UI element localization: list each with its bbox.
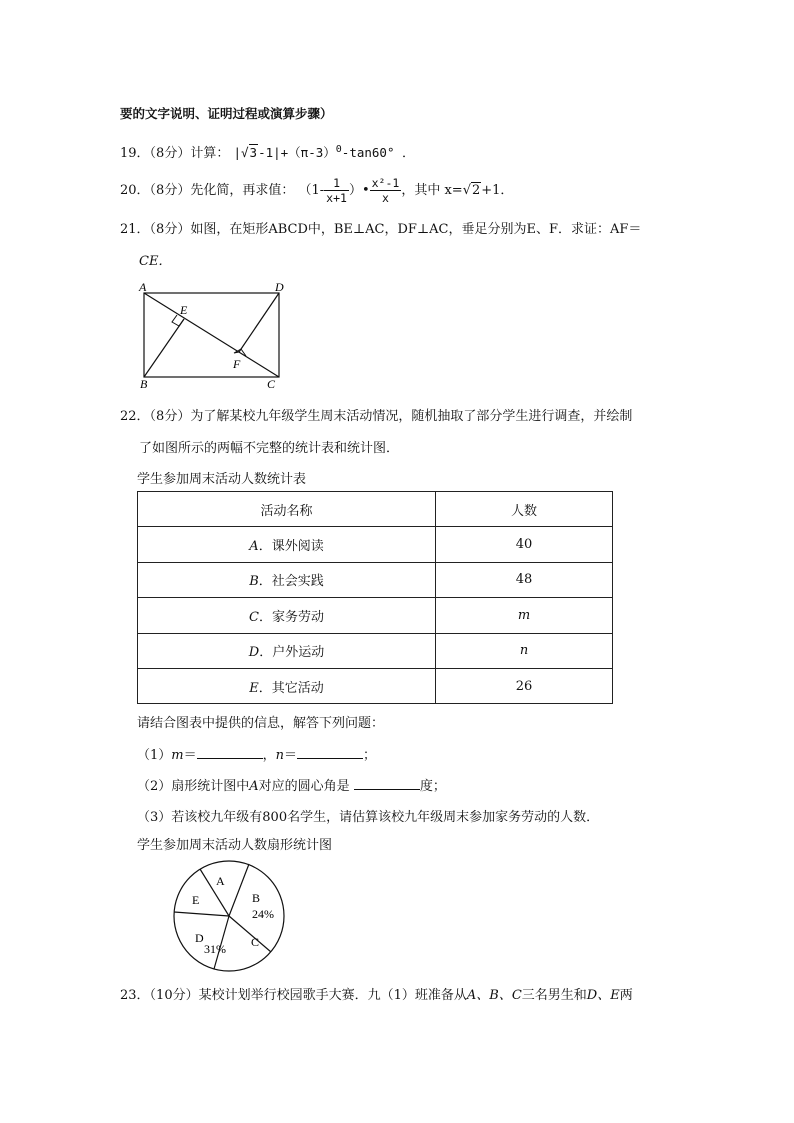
table-header-row: 活动名称 人数 (138, 492, 613, 527)
label-D: D (275, 280, 284, 294)
question-20: 20．（8分）先化简，再求值： （1- $\frac{1}{x+1}$ ）• $\frac{\text{x²-1}}{x}$ ，其中 x=√2+1． (120, 176, 514, 205)
table-row: E．其它活动 26 (138, 668, 613, 703)
answer-blank-angle[interactable] (354, 777, 420, 790)
rectangle-diagram (130, 278, 295, 393)
question-19: 19．（8分）计算： $|√3-1|+(\pi-3)^0-\tan 60^\circ$ ． (120, 143, 416, 161)
question-21-cont: CE． (139, 254, 172, 269)
label-E: E (180, 303, 188, 317)
question-22-cont: 了如图所示的两幅不完整的统计表和统计图． (139, 441, 400, 456)
question-23: 23．（10分）某校计划举行校园歌手大赛．九（1）班准备从A、B、C三名男生和D、E两 (120, 988, 633, 1003)
label-A: A (139, 280, 147, 294)
pie-label-D-pct: 31% (204, 942, 226, 956)
table-title: 学生参加周末活动人数统计表 (137, 472, 307, 487)
pie-label-C: C (251, 935, 260, 949)
table-row: C．家务劳动 m (138, 598, 613, 633)
question-22: 22．（8分）为了解某校九年级学生周末活动情况，随机抽取了部分学生进行调查，并绘制 (120, 409, 633, 424)
pie-label-A: A (216, 874, 225, 888)
section-instruction: 要的文字说明、证明过程或演算步骤） (120, 106, 333, 121)
answer-blank-n[interactable] (297, 746, 363, 759)
q22-sub1: （1）m＝ ，n＝ ； (137, 748, 377, 763)
pie-label-B: B (252, 891, 261, 905)
question-21: 21．（8分）如图，在矩形ABCD中，BE⊥AC，DF⊥AC，垂足分别为E、F．求证：AF＝ (120, 222, 642, 237)
pie-chart (170, 860, 290, 975)
label-C: C (267, 377, 276, 391)
label-B: B (140, 377, 148, 391)
pie-label-B-pct: 24% (252, 907, 274, 921)
label-F: F (233, 357, 241, 371)
pie-label-D: D (195, 931, 204, 945)
pie-label-E: E (192, 893, 200, 907)
q22-sub3: （3）若该校九年级有800名学生，请估算该校九年级周末参加家务劳动的人数． (137, 810, 600, 825)
table-row: A．课外阅读 40 (138, 527, 613, 562)
q22-sub2: （2）扇形统计图中A对应的圆心角是 度； (137, 779, 446, 794)
table-row: D．户外运动 n (138, 633, 613, 668)
q22-intro: 请结合图表中提供的信息，解答下列问题： (137, 716, 385, 731)
table-row: B．社会实践 48 (138, 562, 613, 597)
pie-title: 学生参加周末活动人数扇形统计图 (137, 838, 333, 853)
answer-blank-m[interactable] (197, 746, 263, 759)
activity-table (137, 491, 613, 704)
q19-expression: $|√3-1|+(\pi-3)^0-\tan 60^\circ$ (233, 143, 395, 160)
q20-expression: （1- $\frac{1}{x+1}$ ）• $\frac{\text{x²-1}}{x}$ (298, 176, 400, 205)
